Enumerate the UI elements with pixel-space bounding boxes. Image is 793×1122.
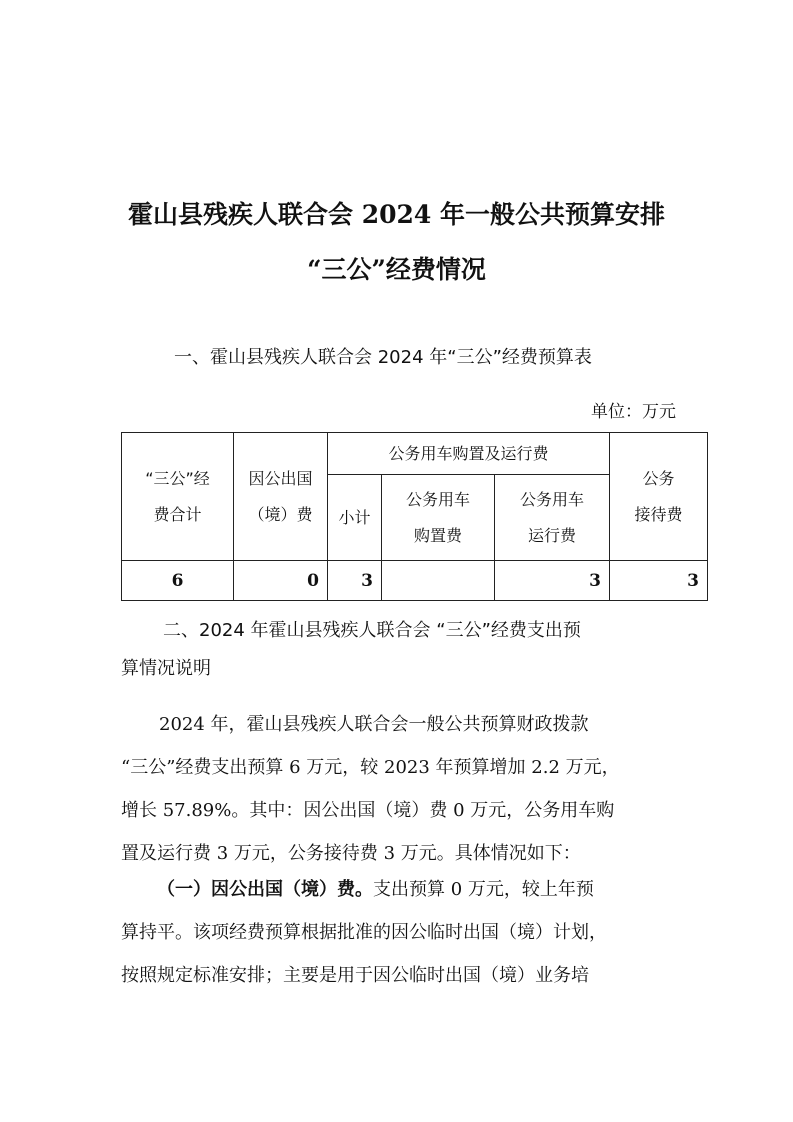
header-total-line2: 费合计 — [153, 504, 202, 524]
cell-reception: 3 — [610, 561, 708, 601]
header-vehicle-purchase — [382, 475, 495, 561]
cell-subtotal: 3 — [328, 561, 382, 601]
header-subtotal: 小计 — [328, 475, 382, 561]
cell-total: 6 — [122, 561, 234, 601]
paragraph-1-line: “三公”经费支出预算 6 万元，较 2023 年预算增加 2.2 万元， — [121, 757, 620, 778]
document-title-line1: 霍山县残疾人联合会 2024 年一般公共预算安排 — [128, 200, 665, 229]
paragraph-1 — [121, 703, 695, 875]
header-vehicle-purchase-line1: 公务用车 — [405, 489, 470, 509]
section2-heading-line1: 二、2024 年霍山县残疾人联合会 “三公”经费支出预 — [163, 620, 581, 641]
paragraph-1-line: 置及运行费 3 万元，公务接待费 3 万元。具体情况如下： — [121, 843, 581, 864]
document-title-line2: “三公”经费情况 — [307, 255, 486, 284]
header-reception — [610, 433, 708, 561]
header-abroad-line2: （境）费 — [248, 504, 313, 524]
paragraph-2-line1-rest: 支出预算 0 万元，较上年预 — [373, 879, 594, 900]
header-reception-line2: 接待费 — [634, 504, 683, 524]
table-row — [122, 561, 708, 601]
section1-heading: 一、霍山县残疾人联合会 2024 年“三公”经费预算表 — [174, 347, 592, 368]
header-vehicle-operation-line1: 公务用车 — [519, 489, 584, 509]
header-total — [122, 433, 234, 561]
paragraph-2-lead: （一）因公出国（境）费。 — [157, 879, 373, 900]
section2-heading — [121, 612, 693, 688]
header-vehicle-group: 公务用车购置及运行费 — [328, 433, 610, 475]
cell-vehicle-purchase — [382, 561, 495, 601]
section2-heading-line2: 算情况说明 — [121, 658, 211, 679]
cell-abroad: 0 — [234, 561, 328, 601]
budget-table — [121, 432, 708, 601]
header-vehicle-purchase-line2: 购置费 — [413, 525, 462, 545]
paragraph-1-line: 2024 年，霍山县残疾人联合会一般公共预算财政拨款 — [159, 714, 589, 735]
header-total-line1: “三公”经 — [145, 468, 210, 488]
header-abroad-line1: 因公出国 — [248, 468, 313, 488]
paragraph-1-line: 增长 57.89%。其中：因公出国（境）费 0 万元，公务用车购 — [121, 800, 615, 821]
paragraph-2 — [121, 868, 695, 997]
header-abroad — [234, 433, 328, 561]
unit-label: 单位：万元 — [591, 402, 676, 422]
cell-vehicle-operation: 3 — [495, 561, 610, 601]
table-header-row — [122, 433, 708, 475]
header-vehicle-operation — [495, 475, 610, 561]
paragraph-2-line — [121, 868, 695, 911]
header-reception-line1: 公务 — [642, 468, 675, 488]
paragraph-2-line: 按照规定标准安排；主要是用于因公临时出国（境）业务培 — [121, 965, 589, 986]
paragraph-2-line: 算持平。该项经费预算根据批准的因公临时出国（境）计划， — [121, 922, 607, 943]
header-vehicle-operation-line2: 运行费 — [527, 525, 576, 545]
